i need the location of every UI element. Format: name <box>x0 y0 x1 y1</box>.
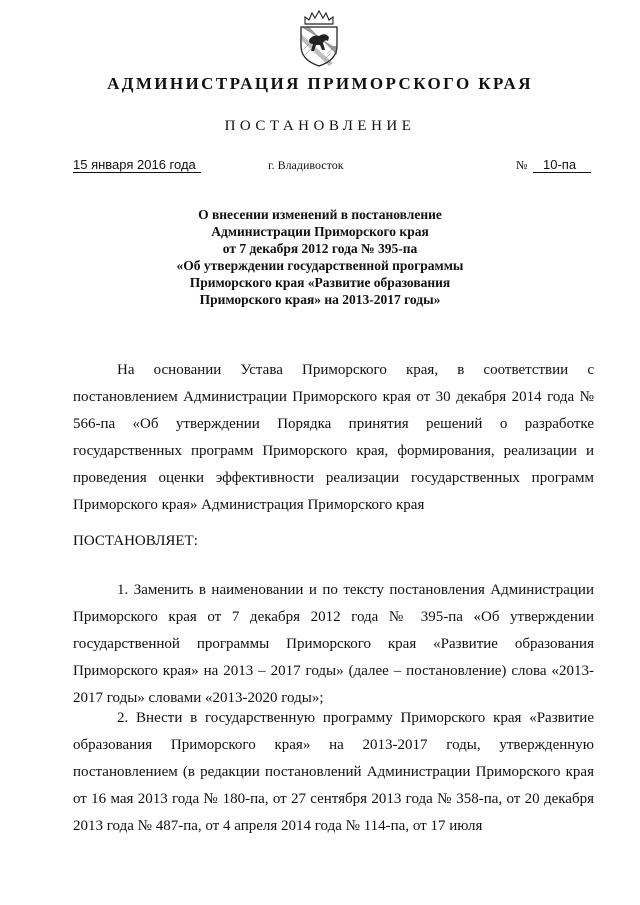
title-line: «Об утверждении государственной программы <box>176 258 464 273</box>
title-line: О внесении изменений в постановление <box>198 207 442 222</box>
resolves-heading: ПОСТАНОВЛЯЕТ: <box>73 533 198 549</box>
item-1-paragraph: 1. Заменить в наименовании и по тексту постановления Администрации Приморского края от 7 декабря 2012 года № 395-па «Об утверждении государственной программы Приморского края «Развитие образования Приморского края» на 2013 – 2017 годы» (далее – постановление) слова «2013-2017 годы» словами «2013-2020 годы»; <box>73 582 594 706</box>
title-line: Приморского края» на 2013-2017 годы» <box>199 292 441 307</box>
title-line: Приморского края «Развитие образования <box>189 275 451 290</box>
document-number-label: № <box>516 158 528 172</box>
document-number: 10-па <box>533 157 591 173</box>
document-title <box>0 206 640 308</box>
title-line: Администрации Приморского края <box>211 224 429 239</box>
coat-of-arms-icon <box>295 10 343 68</box>
item-2-paragraph: 2. Внести в государственную программу Приморского края «Развитие образования Приморского края» на 2013-2017 годы, утвержденную постановлением (в редакции постановлений Администрации Приморского края от 16 мая 2013 года № 180-па, от 27 сентября 2013 года № 358-па, от 20 декабря 2013 года № 487-па, от 4 апреля 2014 года № 114-па, от 17 июля <box>73 710 594 834</box>
document-date: 15 января 2016 года <box>73 157 201 173</box>
organization-name: АДМИНИСТРАЦИЯ ПРИМОРСКОГО КРАЯ <box>107 74 533 93</box>
document-city: г. Владивосток <box>268 158 344 172</box>
document-type: ПОСТАНОВЛЕНИЕ <box>224 118 416 134</box>
preamble-paragraph: На основании Устава Приморского края, в соответствии с постановлением Администрации Приморского края от 30 декабря 2014 года № 566-па «Об утверждении Порядка принятия решений о разработке государственных программ Приморского края, формирования, реализации и проведения оценки эффективности реализации государственных программ Приморского края» Администрация Приморского края <box>73 362 594 513</box>
title-line: от 7 декабря 2012 года № 395-па <box>222 241 418 256</box>
